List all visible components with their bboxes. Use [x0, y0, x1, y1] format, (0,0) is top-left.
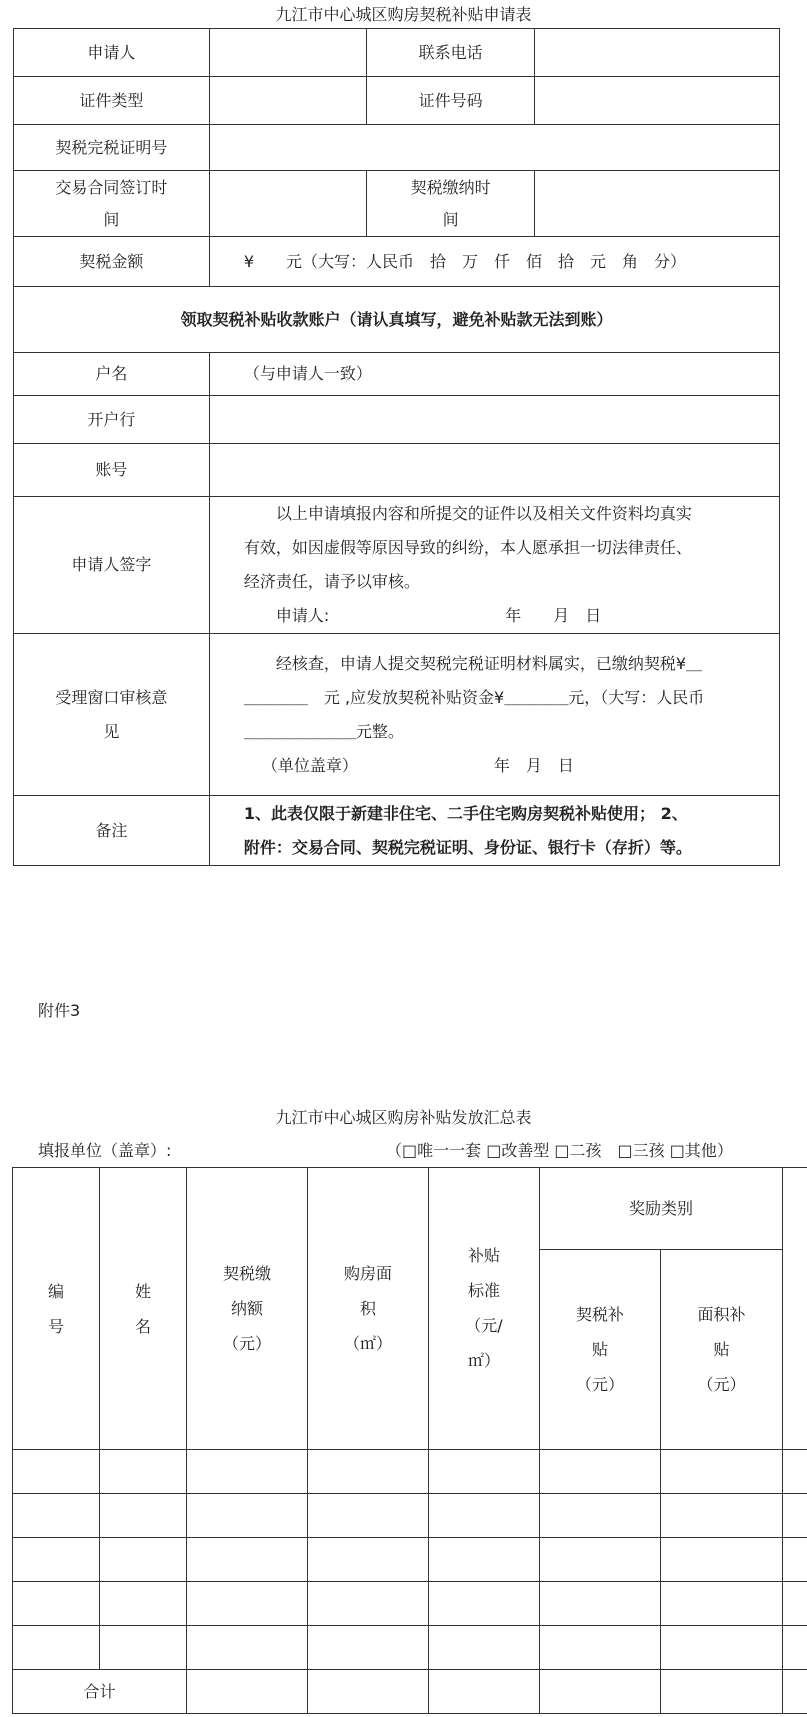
declaration-signature-line: 申请人: 年 月 日	[275, 606, 602, 625]
cell[interactable]	[783, 1582, 807, 1626]
bank-label: 开户行	[14, 396, 210, 444]
cell[interactable]	[429, 1450, 540, 1494]
cell[interactable]	[661, 1450, 783, 1494]
reporting-unit-label: 填报单位（盖章）:	[38, 1141, 172, 1160]
col-area-line2: 积	[359, 1299, 376, 1318]
cell[interactable]	[100, 1626, 187, 1670]
col-extra-header	[783, 1168, 807, 1450]
cell[interactable]	[540, 1494, 661, 1538]
contract-date-label-line2: 间	[103, 209, 120, 229]
cell[interactable]	[13, 1494, 100, 1538]
cell[interactable]	[783, 1538, 807, 1582]
tax-date-label	[367, 171, 534, 237]
account-no-label: 账号	[14, 444, 210, 497]
signature-label: 申请人签字	[14, 497, 210, 634]
subsidy-summary-table	[12, 1167, 807, 1714]
review-line2: ＿＿＿＿ 元 ,应发放契税补贴资金¥＿＿＿＿元，（大写：人民币	[243, 687, 705, 707]
col-number-line1: 编	[47, 1281, 64, 1301]
declaration-line1: 以上申请填报内容和所提交的证件以及相关文件资料均真实	[275, 504, 692, 523]
id-type-field[interactable]	[209, 77, 367, 125]
contract-date-label-line1: 交易合同签订时	[55, 177, 168, 197]
col-area-line3: （㎡）	[343, 1334, 392, 1353]
cell[interactable]	[429, 1494, 540, 1538]
cell[interactable]	[540, 1538, 661, 1582]
cell[interactable]	[187, 1538, 308, 1582]
col-standard-line4: ㎡）	[467, 1351, 500, 1370]
reward-category-header: 奖励类别	[540, 1168, 783, 1250]
subsidy-application-table	[13, 28, 780, 866]
table-row	[13, 1538, 807, 1582]
remark-line1: 1、此表仅限于新建非住宅、二手住宅购房契税补贴使用； 2、	[243, 803, 688, 823]
col-standard-line2: 标准	[467, 1281, 500, 1300]
col-tax-paid-line2: 纳额	[230, 1299, 263, 1318]
form2-title: 九江市中心城区购房补贴发放汇总表	[275, 1108, 532, 1127]
col-tax-paid-line1: 契税缴	[222, 1264, 271, 1283]
cell[interactable]	[661, 1670, 783, 1714]
cell[interactable]	[429, 1538, 540, 1582]
cell[interactable]	[429, 1670, 540, 1714]
cell[interactable]	[100, 1582, 187, 1626]
review-opinion[interactable]	[209, 634, 779, 796]
cell[interactable]	[540, 1626, 661, 1670]
cell[interactable]	[429, 1626, 540, 1670]
remark-content	[209, 796, 779, 866]
cell[interactable]	[308, 1450, 429, 1494]
cell[interactable]	[100, 1450, 187, 1494]
review-stamp-line: （单位盖章） 年 月 日	[261, 755, 574, 775]
tax-cert-field[interactable]	[209, 125, 779, 171]
table-row	[13, 1494, 807, 1538]
cell[interactable]	[100, 1494, 187, 1538]
category-options[interactable]: （□唯一一套 □改善型 □二孩 □三孩 □其他）	[386, 1141, 733, 1160]
cell[interactable]	[100, 1538, 187, 1582]
account-section-heading: 领取契税补贴收款账户（请认真填写，避免补贴款无法到账）	[14, 287, 780, 353]
col-area-line1: 购房面	[343, 1264, 392, 1283]
col-tax-subsidy-line2: 贴	[591, 1340, 608, 1359]
total-label: 合计	[13, 1670, 187, 1714]
tax-cert-label: 契税完税证明号	[14, 125, 210, 171]
cell[interactable]	[661, 1494, 783, 1538]
col-standard-line1: 补贴	[467, 1246, 500, 1265]
tax-amount-field[interactable]: ¥ 元（大写：人民币 拾 万 仟 佰 拾 元 角 分）	[209, 237, 779, 287]
col-name-line1: 姓	[134, 1281, 151, 1301]
cell[interactable]	[187, 1670, 308, 1714]
contract-date-field[interactable]	[209, 171, 367, 237]
bank-field[interactable]	[209, 396, 779, 444]
applicant-field[interactable]	[209, 29, 367, 77]
cell[interactable]	[783, 1494, 807, 1538]
remark-line2: 附件：交易合同、契税完税证明、身份证、银行卡（存折）等。	[243, 837, 692, 857]
review-label	[14, 634, 210, 796]
cell[interactable]	[783, 1626, 807, 1670]
review-label-line1: 受理窗口审核意	[55, 687, 168, 707]
cell[interactable]	[661, 1538, 783, 1582]
id-number-field[interactable]	[534, 77, 779, 125]
col-tax-subsidy-line3: （元）	[575, 1375, 624, 1394]
remark-label: 备注	[14, 796, 210, 866]
annex-label: 附件3	[38, 1001, 81, 1020]
phone-field[interactable]	[534, 29, 779, 77]
tax-date-label-line1: 契税缴纳时	[410, 177, 491, 197]
declaration-line2: 有效，如因虚假等原因导致的纠纷，本人愿承担一切法律责任、	[243, 538, 692, 557]
table-row	[13, 1626, 807, 1670]
col-tax-subsidy-line1: 契税补	[575, 1305, 624, 1324]
cell[interactable]	[187, 1450, 308, 1494]
cell[interactable]	[187, 1494, 308, 1538]
col-name-line2: 名	[134, 1316, 151, 1336]
cell[interactable]	[308, 1494, 429, 1538]
col-standard-header	[429, 1168, 540, 1450]
col-area-subsidy-line1: 面积补	[697, 1305, 746, 1324]
review-label-line2: 见	[103, 721, 120, 741]
phone-label: 联系电话	[367, 29, 534, 77]
account-no-field[interactable]	[209, 444, 779, 497]
cell[interactable]	[783, 1450, 807, 1494]
table-row	[13, 1582, 807, 1626]
col-area-header	[308, 1168, 429, 1450]
cell[interactable]	[540, 1670, 661, 1714]
id-number-label: 证件号码	[367, 77, 534, 125]
cell[interactable]	[187, 1626, 308, 1670]
applicant-label: 申请人	[14, 29, 210, 77]
review-line1: 经核查，申请人提交契税完税证明材料属实，已缴纳契税¥＿	[275, 653, 703, 673]
tax-amount-label: 契税金额	[14, 237, 210, 287]
cell[interactable]	[308, 1626, 429, 1670]
table-row	[13, 1450, 807, 1494]
account-name-field[interactable]: （与申请人一致）	[209, 353, 779, 396]
col-name-header	[100, 1168, 187, 1450]
cell[interactable]	[540, 1582, 661, 1626]
signature-declaration[interactable]	[209, 497, 779, 634]
declaration-line3: 经济责任，请予以审核。	[243, 572, 420, 591]
cell[interactable]	[540, 1450, 661, 1494]
total-row	[13, 1670, 807, 1714]
col-area-subsidy-line3: （元）	[697, 1375, 746, 1394]
cell[interactable]	[13, 1626, 100, 1670]
col-tax-paid-line3: （元）	[222, 1334, 271, 1353]
cell[interactable]	[308, 1670, 429, 1714]
col-number-line2: 号	[47, 1316, 64, 1336]
col-standard-line3: （元/	[465, 1316, 503, 1335]
contract-date-label	[14, 171, 210, 237]
form1-title: 九江市中心城区购房契税补贴申请表	[275, 5, 532, 24]
cell[interactable]	[429, 1582, 540, 1626]
id-type-label: 证件类型	[14, 77, 210, 125]
cell[interactable]	[13, 1582, 100, 1626]
cell[interactable]	[661, 1626, 783, 1670]
cell[interactable]	[308, 1538, 429, 1582]
tax-date-field[interactable]	[534, 171, 779, 237]
cell[interactable]	[783, 1670, 807, 1714]
cell[interactable]	[308, 1582, 429, 1626]
account-name-label: 户名	[14, 353, 210, 396]
col-area-subsidy-line2: 贴	[713, 1340, 730, 1359]
review-line3: ＿＿＿＿＿＿＿元整。	[243, 721, 404, 741]
col-tax-subsidy-header	[540, 1250, 661, 1450]
col-number-header	[13, 1168, 100, 1450]
cell[interactable]	[13, 1538, 100, 1582]
cell[interactable]	[13, 1450, 100, 1494]
cell[interactable]	[661, 1582, 783, 1626]
col-area-subsidy-header	[661, 1250, 783, 1450]
cell[interactable]	[187, 1582, 308, 1626]
col-tax-paid-header	[187, 1168, 308, 1450]
tax-date-label-line2: 间	[442, 209, 459, 229]
